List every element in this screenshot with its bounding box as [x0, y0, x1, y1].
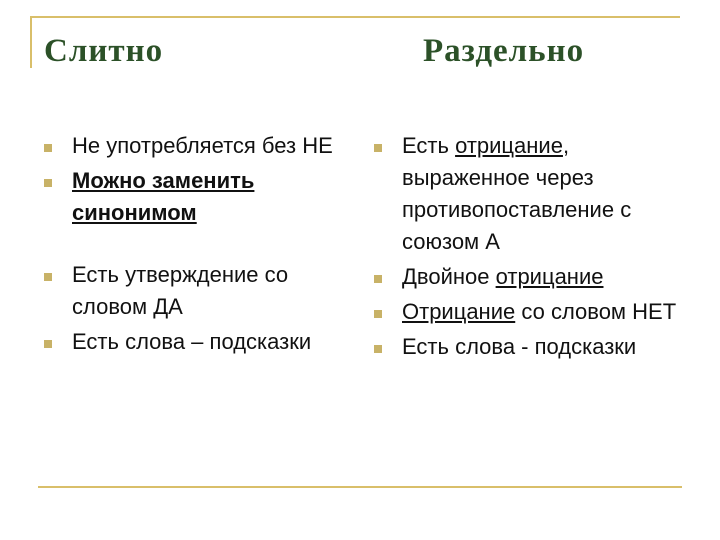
- item-text: Есть слова - подсказки: [402, 334, 637, 359]
- square-bullet-icon: [44, 144, 52, 152]
- right-column-list: [372, 130, 692, 363]
- square-bullet-icon: [374, 144, 382, 152]
- list-item: [372, 261, 692, 293]
- left-column-list: [42, 130, 342, 358]
- list-item: [372, 130, 692, 258]
- item-text: Есть слова – подсказки: [72, 329, 312, 354]
- item-text-after: со словом НЕТ: [515, 299, 677, 324]
- item-text: Есть утверждение со словом ДА: [72, 262, 289, 319]
- square-bullet-icon: [374, 275, 382, 283]
- list-item: [42, 165, 342, 229]
- item-text-emphasized: Можно заменить синонимом: [72, 168, 255, 225]
- square-bullet-icon: [374, 345, 382, 353]
- list-item: [42, 326, 342, 358]
- item-text-underlined: Отрицание: [402, 299, 516, 324]
- item-text-underlined: отрицание: [455, 133, 563, 158]
- square-bullet-icon: [44, 273, 52, 281]
- frame-left-line: [30, 16, 32, 68]
- item-text-underlined: отрицание: [495, 264, 604, 289]
- square-bullet-icon: [374, 310, 382, 318]
- heading-razdelno: Раздельно: [423, 33, 585, 69]
- heading-slitno: Слитно: [44, 33, 164, 69]
- item-text: Не употребляется без НЕ: [72, 133, 333, 158]
- list-item: [372, 296, 692, 328]
- item-text-before: Есть: [402, 133, 456, 158]
- item-text-after: , выраженное через противопоставление с союзом А: [402, 133, 632, 254]
- frame-top-line: [30, 16, 680, 18]
- square-bullet-icon: [44, 340, 52, 348]
- item-text-before: Двойное: [402, 264, 496, 289]
- list-item: [372, 331, 692, 363]
- frame-bottom-line: [38, 486, 682, 488]
- square-bullet-icon: [44, 179, 52, 187]
- list-item: [42, 130, 342, 162]
- list-item: [42, 259, 342, 323]
